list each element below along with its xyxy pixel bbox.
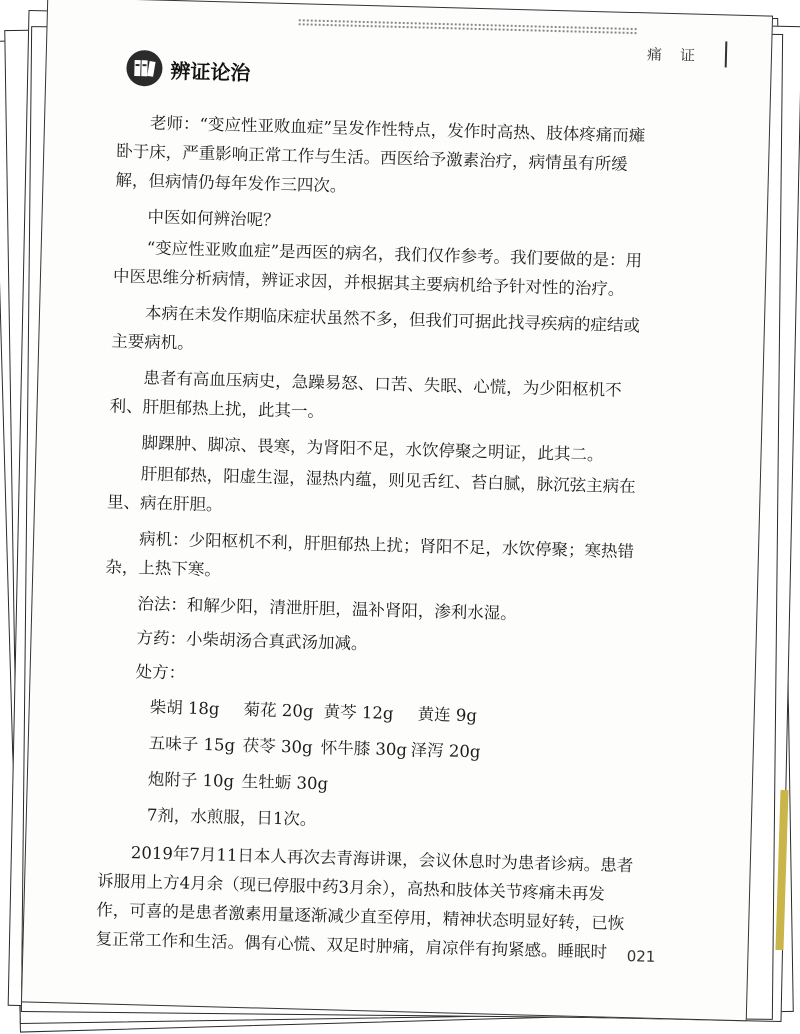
dosage-instruction: 7剂，水煎服，日1次。 [146,805,317,829]
section-heading [126,50,251,89]
books-icon [126,50,163,87]
herb-item: 茯苓 30g [242,736,313,757]
page-body [95,108,657,975]
book-page [21,0,773,1021]
prescription-list [146,693,642,848]
paragraph-reference: “变应性亚败血症”是西医的病名，我们仅作参考。我们要做的是：用中医思维分析病情，辨证求因，并根据其主要病机给予针对性的治疗。 [112,238,643,299]
running-head: 痛证 [646,45,714,66]
treatment-method: 治法：和解少阳，清泄肝胆，温补肾阳，渗利水湿。 [137,594,518,624]
section-title: 辨证论治 [170,58,251,85]
herb-item: 泽泻 20g [410,740,481,762]
herb-item: 黄连 9g [417,704,478,726]
page-number: 021 [626,947,656,966]
prescription-label: 处方： [135,662,186,683]
herb-item: 怀牛膝 30g [320,738,408,760]
paragraph-pathogenesis: 病机：少阳枢机不利，肝胆郁热上扰；肾阳不足，水饮停聚；寒热错杂，上热下寒。 [105,529,635,580]
herb-item: 五味子 15g [148,733,236,755]
paragraph-teacher-intro: 老师：“变应性亚败血症”呈发作性特点，发作时高热、肢体疼痛而瘫卧于床，严重影响正常工作与生活。西医给予激素治疗，病情虽有所缓解，但病情仍每年发作三四次。 [115,113,646,196]
herb-item: 菊花 20g [243,700,314,721]
running-head-bar [725,41,728,67]
herb-item: 黄芩 12g [323,702,394,723]
paragraph-follow-up: 2019年7月11日本人再次去青海讲课，会议休息时为患者诊病。患者诉服用上方4月余（现已停服中药3月余），高热和肢体关节疼痛未再发作，可喜的是患者激素用量逐渐减少直至停用，精神状态明显好转，已恢复正常工作和生活。偶有心慌、双足时肿痛，肩凉伴有拘紧感。睡眠时 [95,843,634,962]
header-dotted-rule [298,18,638,35]
paragraph-second-point: 脚踝肿、脚凉、畏寒，为肾阳不足，水饮停聚之明证，此其二。 [141,433,604,465]
formula: 方药：小柴胡汤合真武汤加减。 [136,628,368,654]
paragraph-question: 中医如何辨治呢？ [147,207,280,230]
herb-item: 柴胡 18g [149,697,220,719]
paragraph-first-point: 患者有高血压病史，急躁易怒、口苦、失眠、心慌，为少阳枢机不利、肝胆郁热上扰，此其一。 [109,368,622,422]
paragraph-key-mechanism: 本病在未发作期临床症状虽然不多，但我们可据此找寻疾病的症结或主要病机。 [111,303,641,353]
herb-item: 炮附子 10g [147,769,235,791]
paragraph-tongue-pulse: 肝胆郁热，阳虚生湿，湿热内蕴，则见舌红、苔白腻，脉沉弦主病在里、病在肝胆。 [106,464,636,515]
herb-item: 生牡蛎 30g [241,772,329,794]
